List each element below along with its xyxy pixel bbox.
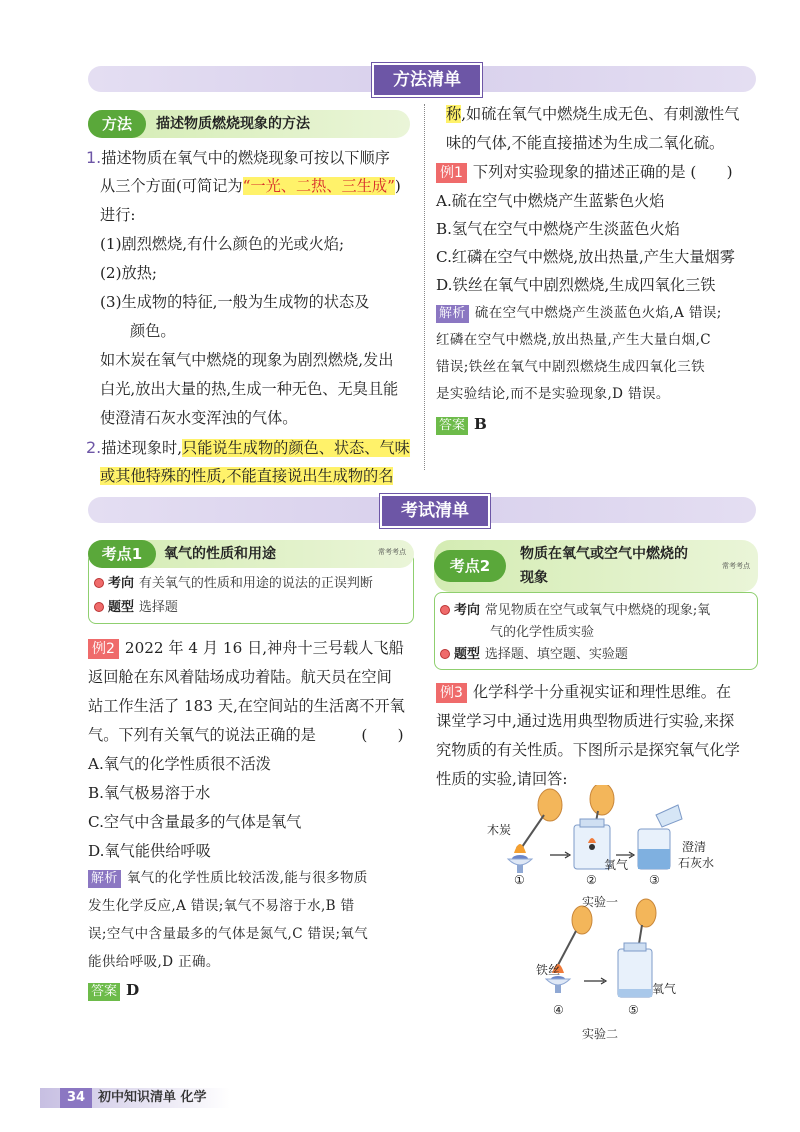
- method-p1-line1: 1.描述物质在氧气中的燃烧现象可按以下顺序: [86, 148, 390, 167]
- label-oxygen-1: 氧气: [604, 858, 629, 872]
- example1-option-d: D.铁丝在氧气中剧烈燃烧,生成四氧化三铁: [436, 276, 716, 294]
- example3-line4: 性质的实验,请回答:: [436, 770, 568, 788]
- example2-analysis-2: 发生化学反应,A 错误;氧气不易溶于水,B 错: [88, 898, 355, 914]
- method-p2-line1: 2.描述现象时,只能说生成物的颜色、状态、气味: [86, 438, 410, 457]
- example3-line1: 例3 化学科学十分重视实证和理性思维。在: [436, 678, 731, 708]
- example1-badge: 例1: [436, 163, 467, 183]
- method-section-title: 方法清单: [372, 63, 482, 97]
- kd1-direction-bullet-icon: [94, 578, 104, 588]
- kd1-badge: 考点1: [88, 540, 156, 568]
- example3-line3: 究物质的有关性质。下图所示是探究氧气化学: [436, 741, 740, 759]
- kd2-direction-line1: 考向 常见物质在空气或氧气中燃烧的现象;氧: [440, 598, 710, 622]
- exp1-step1-drawing: [508, 789, 562, 873]
- kd2-common: 常考考点: [722, 562, 750, 570]
- label-limewater-2: 石灰水: [678, 856, 715, 870]
- method-p1-item3b: 颜色。: [130, 322, 176, 340]
- method-p1-item3a: (3)生成物的特征,一般为生成物的状态及: [100, 293, 370, 311]
- label-step-1: ①: [514, 873, 525, 887]
- label-step-4: ④: [553, 1003, 564, 1017]
- label-step-3: ③: [649, 873, 660, 887]
- example1-analysis-2: 红磷在空气中燃烧,放出热量,产生大量白烟,C: [436, 332, 712, 348]
- kd2-title-line2: 现象: [520, 570, 548, 586]
- exp1-step3-drawing: [638, 805, 682, 869]
- method-p1-ex1: 如木炭在氧气中燃烧的现象为剧烈燃烧,发出: [100, 351, 394, 369]
- kd2-badge: 考点2: [434, 550, 506, 582]
- example3-badge: 例3: [436, 683, 467, 703]
- example2-line2: 返回舱在东风着陆场成功着陆。航天员在空间: [88, 668, 392, 686]
- page-number: 34: [60, 1088, 92, 1108]
- example2-option-a: A.氧气的化学性质很不活泼: [88, 755, 271, 773]
- label-charcoal: 木炭: [487, 823, 512, 837]
- label-experiment-2: 实验二: [582, 1027, 619, 1041]
- example1-answer: 答案 B: [436, 410, 487, 440]
- exp2-step5-drawing: [618, 899, 656, 997]
- example2-badge: 例2: [88, 639, 119, 659]
- label-experiment-1: 实验一: [582, 895, 619, 909]
- method-p1-line2: 从三个方面(可简记为“一光、二热、三生成”): [100, 177, 401, 195]
- method-p1-line3: 进行:: [100, 206, 136, 224]
- method-p2-line3: 称,如硫在氧气中燃烧生成无色、有刺激性气: [446, 105, 740, 123]
- example2-analysis-badge: 解析: [88, 870, 121, 888]
- example1-analysis-4: 是实验结论,而不是实验现象,D 错误。: [436, 386, 670, 402]
- example2-analysis-1: 解析 氧气的化学性质比较活泼,能与很多物质: [88, 864, 368, 894]
- example2-option-b: B.氧气极易溶于水: [88, 784, 211, 802]
- method-p2-line2: 或其他特殊的性质,不能直接说出生成物的名: [100, 467, 394, 485]
- example1-analysis-1: 解析 硫在空气中燃烧产生淡蓝色火焰,A 错误;: [436, 299, 722, 329]
- exam-section-title: 考试清单: [380, 494, 490, 528]
- kd1-type: 题型 选择题: [94, 594, 178, 620]
- method-name: 描述物质燃烧现象的方法: [156, 116, 310, 132]
- exp2-step4-drawing: [546, 906, 592, 993]
- kd1-common: 常考考点: [378, 548, 406, 556]
- kd2-type-bullet-icon: [440, 649, 450, 659]
- method-p1-ex2: 白光,放出大量的热,生成一种无色、无臭且能: [100, 380, 399, 398]
- kd2-direction-bullet-icon: [440, 605, 450, 615]
- label-step-2: ②: [586, 873, 597, 887]
- column-divider: [424, 104, 425, 470]
- example2-analysis-4: 能供给呼吸,D 正确。: [88, 954, 220, 970]
- footer-book-title: 初中知识清单 化学: [98, 1090, 207, 1105]
- example1-question: 例1 下列对实验现象的描述正确的是 ( ): [436, 158, 733, 188]
- example2-option-d: D.氧气能供给呼吸: [88, 842, 211, 860]
- example3-line2: 课堂学习中,通过选用典型物质进行实验,来探: [436, 712, 735, 730]
- example1-analysis-badge: 解析: [436, 305, 469, 323]
- example2-line3: 站工作生活了 183 天,在空间站的生活离不开氧: [88, 697, 405, 715]
- kd2-direction-line2: 气的化学性质实验: [490, 625, 595, 640]
- kd2-title-line1: 物质在氧气或空气中燃烧的: [520, 546, 688, 562]
- method-badge: 方法: [88, 110, 146, 138]
- example1-option-c: C.红磷在空气中燃烧,放出热量,产生大量烟雾: [436, 248, 735, 266]
- kd2-type: 题型 选择题、填空题、实验题: [440, 642, 628, 666]
- kd1-type-bullet-icon: [94, 602, 104, 612]
- method-p1-item1: (1)剧烈燃烧,有什么颜色的光或火焰;: [100, 235, 345, 253]
- label-iron: 铁丝: [536, 963, 561, 977]
- example2-option-c: C.空气中含量最多的气体是氧气: [88, 813, 302, 831]
- example2-analysis-3: 误;空气中含量最多的气体是氮气,C 错误;氧气: [88, 926, 369, 942]
- example2-line1: 例2 2022 年 4 月 16 日,神舟十三号载人飞船: [88, 634, 404, 664]
- example1-option-a: A.硫在空气中燃烧产生蓝紫色火焰: [436, 192, 665, 210]
- example1-analysis-3: 错误;铁丝在氧气中剧烈燃烧生成四氧化三铁: [436, 359, 706, 375]
- example1-answer-badge: 答案: [436, 417, 468, 435]
- method-p2-line4: 味的气体,不能直接描述为生成二氧化硫。: [446, 134, 725, 152]
- label-step-5: ⑤: [628, 1003, 639, 1017]
- method-p1-item2: (2)放热;: [100, 264, 158, 282]
- method-p1-ex3: 使澄清石灰水变浑浊的气体。: [100, 409, 298, 427]
- label-limewater-1: 澄清: [682, 840, 707, 854]
- example2-answer-badge: 答案: [88, 983, 120, 1001]
- label-oxygen-2: 氧气: [652, 982, 677, 996]
- kd1-direction: 考向 有关氧气的性质和用途的说法的正误判断: [94, 570, 373, 596]
- example2-answer: 答案 D: [88, 976, 139, 1006]
- kd1-title: 氧气的性质和用途: [164, 546, 276, 562]
- example1-option-b: B.氢气在空气中燃烧产生淡蓝色火焰: [436, 220, 680, 238]
- example2-line4: 气。下列有关氧气的说法正确的是 ( ): [88, 726, 404, 744]
